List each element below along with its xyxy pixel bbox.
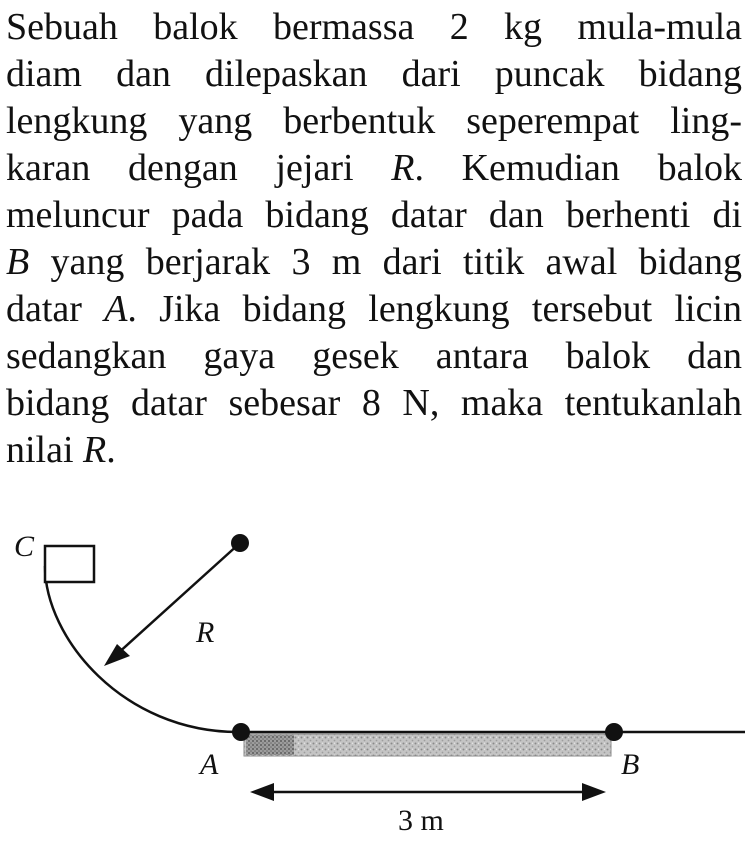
problem-line	[6, 4, 742, 51]
point-b-dot	[605, 723, 623, 741]
problem-statement	[6, 4, 742, 474]
variable-symbol: R	[83, 429, 107, 471]
point-a-dot	[232, 723, 250, 741]
problem-line	[6, 51, 742, 98]
text-fragment: bidang datar sebesar 8 N, maka tentukanlah	[6, 382, 742, 424]
variable-symbol: R	[391, 147, 415, 189]
text-fragment: . Kemudian balok	[414, 147, 743, 189]
text-fragment: nilai	[6, 429, 84, 471]
label-b: B	[621, 748, 640, 781]
text-fragment: lengkung yang berbentuk seperempat ling-	[6, 100, 742, 142]
diagram-canvas	[0, 520, 749, 840]
text-fragment: Sebuah balok bermassa 2 kg mula-mula	[6, 6, 742, 48]
text-fragment: karan dengan jejari	[6, 147, 392, 189]
distance-label: 3 m	[398, 804, 444, 837]
problem-line	[6, 145, 742, 192]
distance-arrowhead-right	[582, 783, 606, 801]
text-fragment: . Jika bidang lengkung tersebut licin	[127, 288, 742, 330]
problem-line	[6, 239, 742, 286]
variable-symbol: B	[6, 241, 30, 283]
text-fragment: meluncur pada bidang datar dan berhenti di	[6, 194, 742, 236]
label-a: A	[200, 748, 219, 781]
block	[45, 546, 94, 582]
text-fragment: datar	[6, 288, 105, 330]
problem-line	[6, 98, 742, 145]
text-fragment: yang berjarak 3 m dari titik awal bidang	[29, 241, 742, 283]
label-r: R	[196, 616, 215, 649]
text-fragment: diam dan dilepaskan dari puncak bidang	[6, 53, 742, 95]
rough-surface	[244, 734, 611, 756]
problem-line	[6, 380, 742, 427]
problem-line	[6, 286, 742, 333]
problem-line	[6, 192, 742, 239]
label-c: C	[14, 530, 35, 563]
radius-arrow	[116, 543, 240, 655]
diagram	[0, 520, 749, 840]
problem-line	[6, 427, 742, 474]
rough-surface-dense-patch	[246, 735, 294, 755]
distance-arrowhead-left	[250, 783, 274, 801]
text-fragment: .	[106, 429, 116, 471]
problem-line	[6, 333, 742, 380]
text-fragment: sedangkan gaya gesek antara balok dan	[6, 335, 742, 377]
variable-symbol: A	[104, 288, 128, 330]
